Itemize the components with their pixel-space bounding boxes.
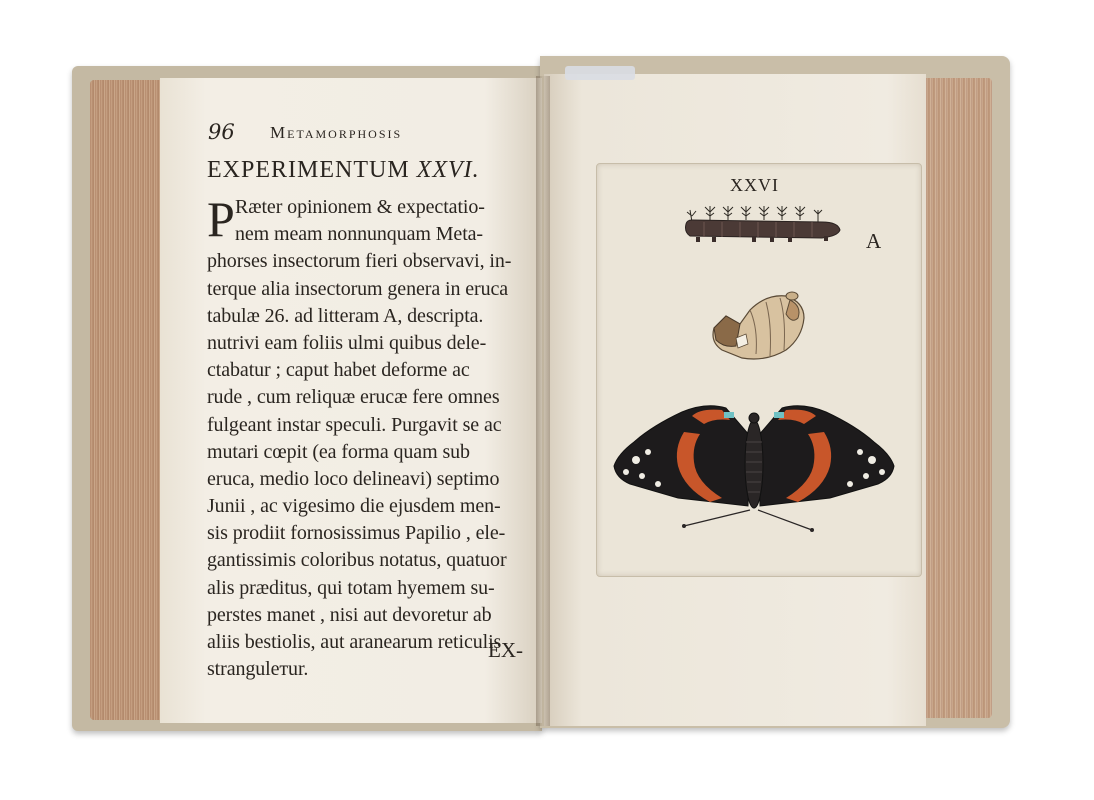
- text-line: phorses insectorum fieri observavi, in-: [207, 250, 512, 273]
- butterfly-illustration: [612, 402, 896, 538]
- text-line: mutari cœpit (ea forma quam sub: [207, 440, 470, 463]
- right-page-edges: [922, 78, 992, 718]
- text-line: tabulæ 26. ad litteram A, descripta.: [207, 304, 484, 327]
- text-line: ctabatur ; caput habet deforme ac: [207, 359, 470, 382]
- figure-letter: A: [866, 229, 882, 253]
- text-line: strangulетur.: [207, 658, 309, 681]
- text-line: nem meam nonnunquam Meta-: [235, 223, 483, 246]
- text-line: Junii , ac vigesimo die ejusdem men-: [207, 495, 501, 518]
- caterpillar-illustration: [682, 200, 842, 250]
- chrysalis-illustration: [706, 288, 810, 368]
- catchword: EX-: [488, 638, 523, 662]
- bookmark-ribbon: [565, 66, 635, 80]
- text-line: rude , cum reliquæ erucæ fere omnes: [207, 386, 500, 409]
- body-text: [207, 191, 533, 683]
- text-line: perstes manet , nisi aut devoretur ab: [207, 603, 492, 626]
- text-line: terque alia insectorum genera in eruca: [207, 277, 509, 300]
- book-gutter: [536, 76, 550, 726]
- text-line: alis præditus, qui totam hyemem su-: [207, 576, 495, 599]
- title-number: XXVI.: [416, 157, 480, 183]
- drop-cap: P: [207, 191, 235, 247]
- text-line: eruca, medio loco delineavi) septimo: [207, 467, 500, 490]
- chapter-title: [207, 157, 480, 184]
- left-page-edges: [90, 80, 168, 720]
- text-line: gantissimis coloribus notatus, quatuor: [207, 549, 507, 572]
- text-line: aliis bestiolis, aut aranearum reticulis: [207, 631, 502, 653]
- text-line: fulgeant instar speculi. Purgavit se ac: [207, 413, 502, 436]
- text-line: Ræter opinionem & expectatio-: [235, 196, 485, 218]
- plate-number: XXVI: [730, 175, 779, 195]
- running-head: Metamorphosis: [270, 123, 403, 142]
- title-word: EXPERIMENTUM: [207, 157, 410, 183]
- text-line: sis prodiit fornosissimus Papilio , ele-: [207, 522, 506, 545]
- page-number: 96: [208, 120, 235, 144]
- text-line: nutrivi eam foliis ulmi quibus dele-: [207, 331, 487, 354]
- page-header: [208, 120, 508, 144]
